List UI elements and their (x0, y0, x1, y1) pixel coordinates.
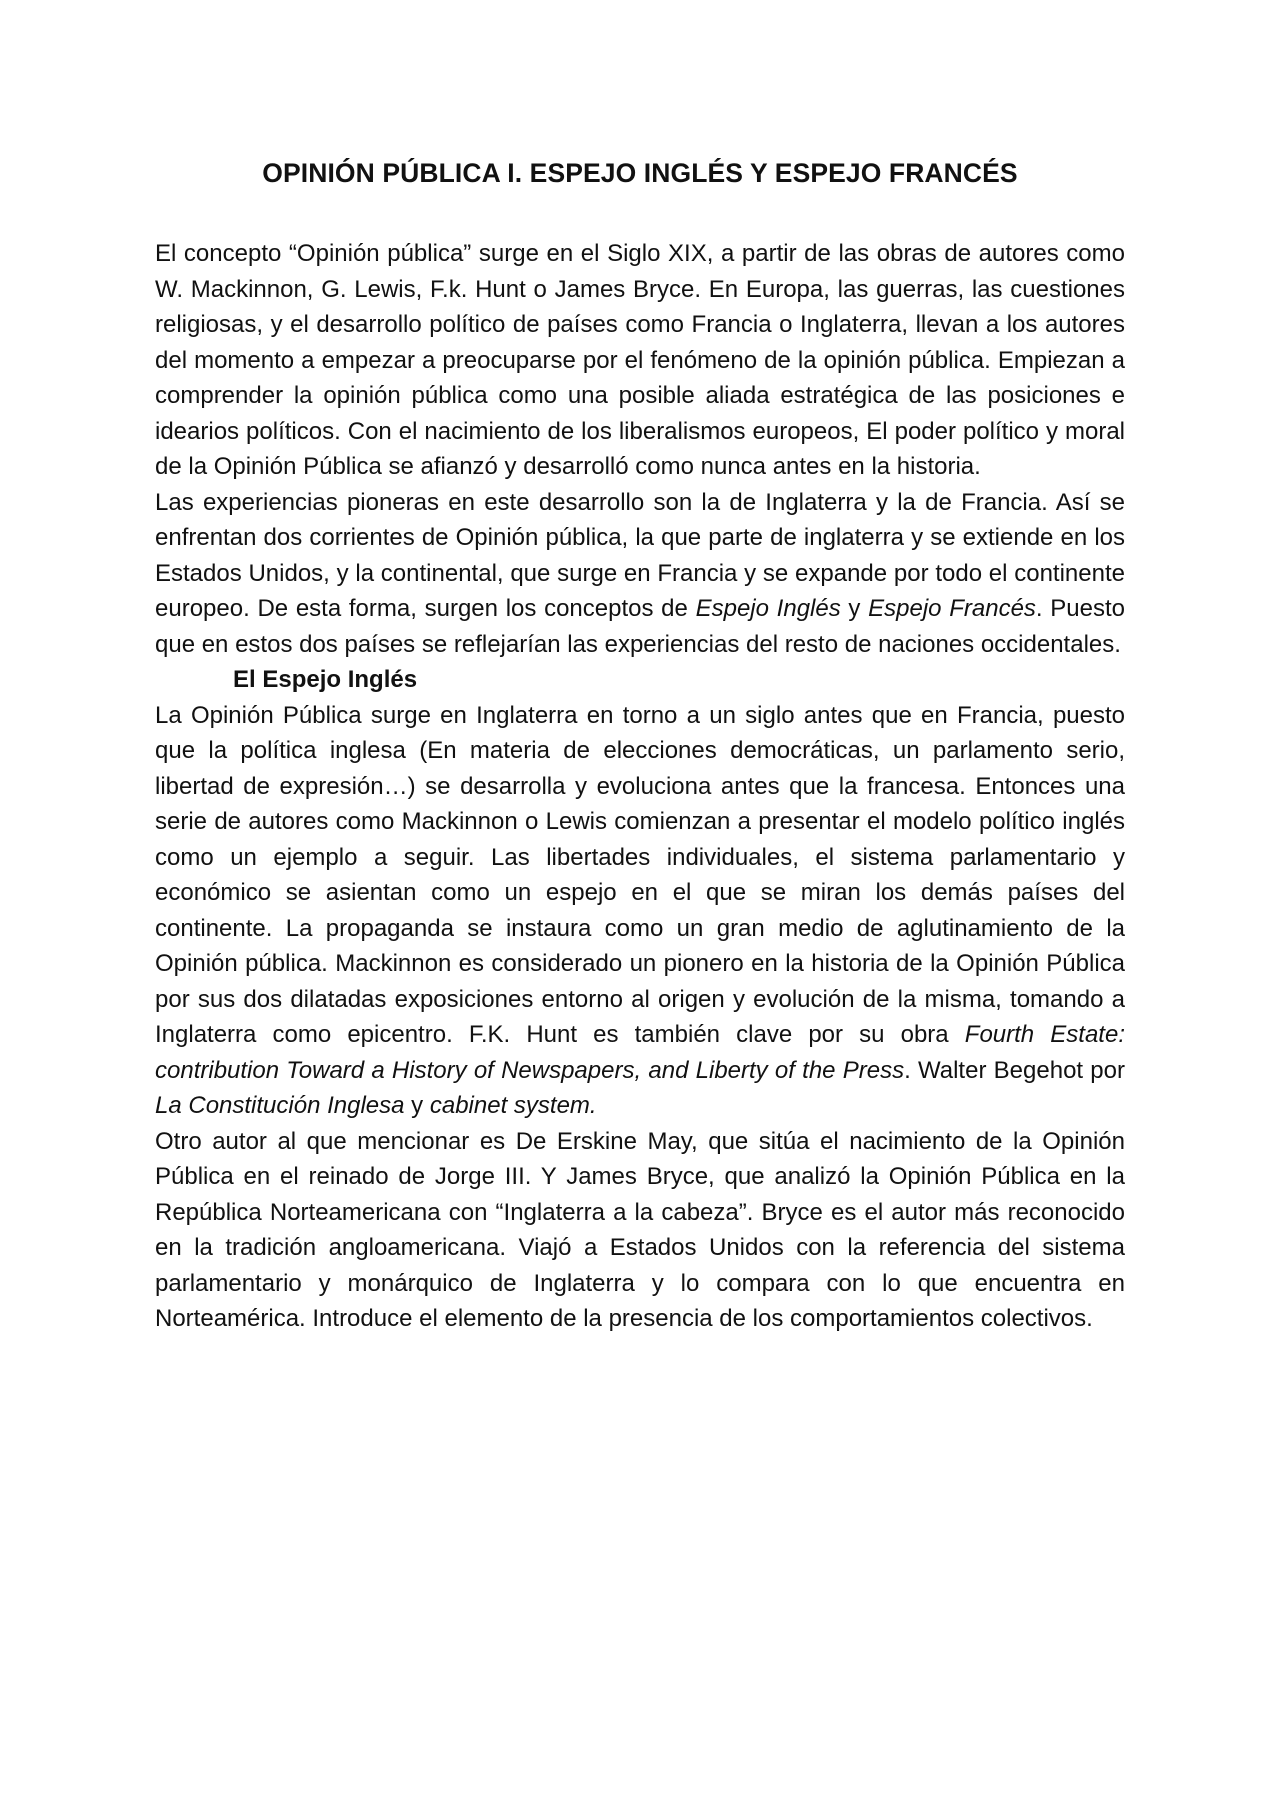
book-title-cabinet-system: cabinet system. (429, 1092, 597, 1119)
section-heading: El Espejo Inglés (233, 666, 418, 693)
book-title-fourth-estate: Fourth Estate: contribution Toward a History of Newspapers, and Liberty of the Press (155, 1021, 1125, 1084)
book-title-constitucion-inglesa: La Constitución Inglesa (155, 1092, 405, 1119)
paragraph-mirrors (155, 485, 1125, 663)
document-body (155, 236, 1125, 1337)
term-espejo-ingles: Espejo Inglés (695, 595, 841, 622)
paragraph-text: . Walter Begehot por (904, 1056, 1125, 1084)
term-espejo-frances: Espejo Francés (868, 595, 1036, 622)
paragraph-text: y (404, 1092, 430, 1119)
paragraph-intro: El concepto “Opinión pública” surge en el Siglo XIX, a partir de las obras de autores como W. Mackinnon, G. Lewis, F.k. Hunt o James Bryce. En Europa, las guerras, las cuestiones religiosas, y el desarrollo político de países como Francia o Inglaterra, llevan a los autores del momento a empezar a preocuparse por el fenómeno de la opinión pública. Empiezan a comprender la opinión pública como una posible aliada estratégica de las posiciones e idearios políticos. Con el nacimiento de los liberalismos europeos, El poder político y moral de la Opinión Pública se afianzó y desarrolló como nunca antes en la historia. (155, 240, 1125, 480)
document-title: OPINIÓN PÚBLICA I. ESPEJO INGLÉS Y ESPEJO FRANCÉS (262, 158, 1018, 188)
paragraph-english-mirror (155, 698, 1125, 1124)
paragraph-text: Las experiencias pioneras en este desarrollo son la de Inglaterra y la de Francia. Así se enfrentan dos corrientes de Opinión pública, la que parte de inglaterra y se extiende en los Estados Unidos, y la continental, que surge en Francia y se expande por todo el continente europeo. De esta forma, surgen los conceptos de (155, 488, 1125, 622)
paragraph-text: La Opinión Pública surge en Inglaterra en torno a un siglo antes que en Francia, puesto que la política inglesa (En materia de elecciones democráticas, un parlamento serio, libertad de expresión…) se desarrolla y evoluciona antes que la francesa. Entonces una serie de autores como Mackinnon o Lewis comienzan a presentar el modelo político inglés como un ejemplo a seguir. Las libertades individuales, el sistema parlamentario y económico se asientan como un espejo en el que se miran los demás países del continente. La propaganda se instaura como un gran medio de aglutinamiento de la Opinión pública. Mackinnon es considerado un pionero en la historia de la Opinión Pública por sus dos dilatadas exposiciones entorno al origen y evolución de la misma, tomando a Inglaterra como epicentro. F.K. Hunt es también clave por su obra (155, 701, 1125, 1048)
paragraph-text: y (840, 595, 869, 622)
paragraph-text: . Puesto que en estos dos países se reflejarían las experiencias del resto de naciones occidentales. (155, 595, 1126, 658)
paragraph-erskine-bryce: Otro autor al que mencionar es De Erskine May, que sitúa el nacimiento de la Opinión Pública en el reinado de Jorge III. Y James Bryce, que analizó la Opinión Pública en la República Norteamericana con “Inglaterra a la cabeza”. Bryce es el autor más reconocido en la tradición angloamericana. Viajó a Estados Unidos con la referencia del sistema parlamentario y monárquico de Inglaterra y lo compara con lo que encuentra en Norteamérica. Introduce el elemento de la presencia de los comportamientos colectivos. (155, 1127, 1125, 1332)
